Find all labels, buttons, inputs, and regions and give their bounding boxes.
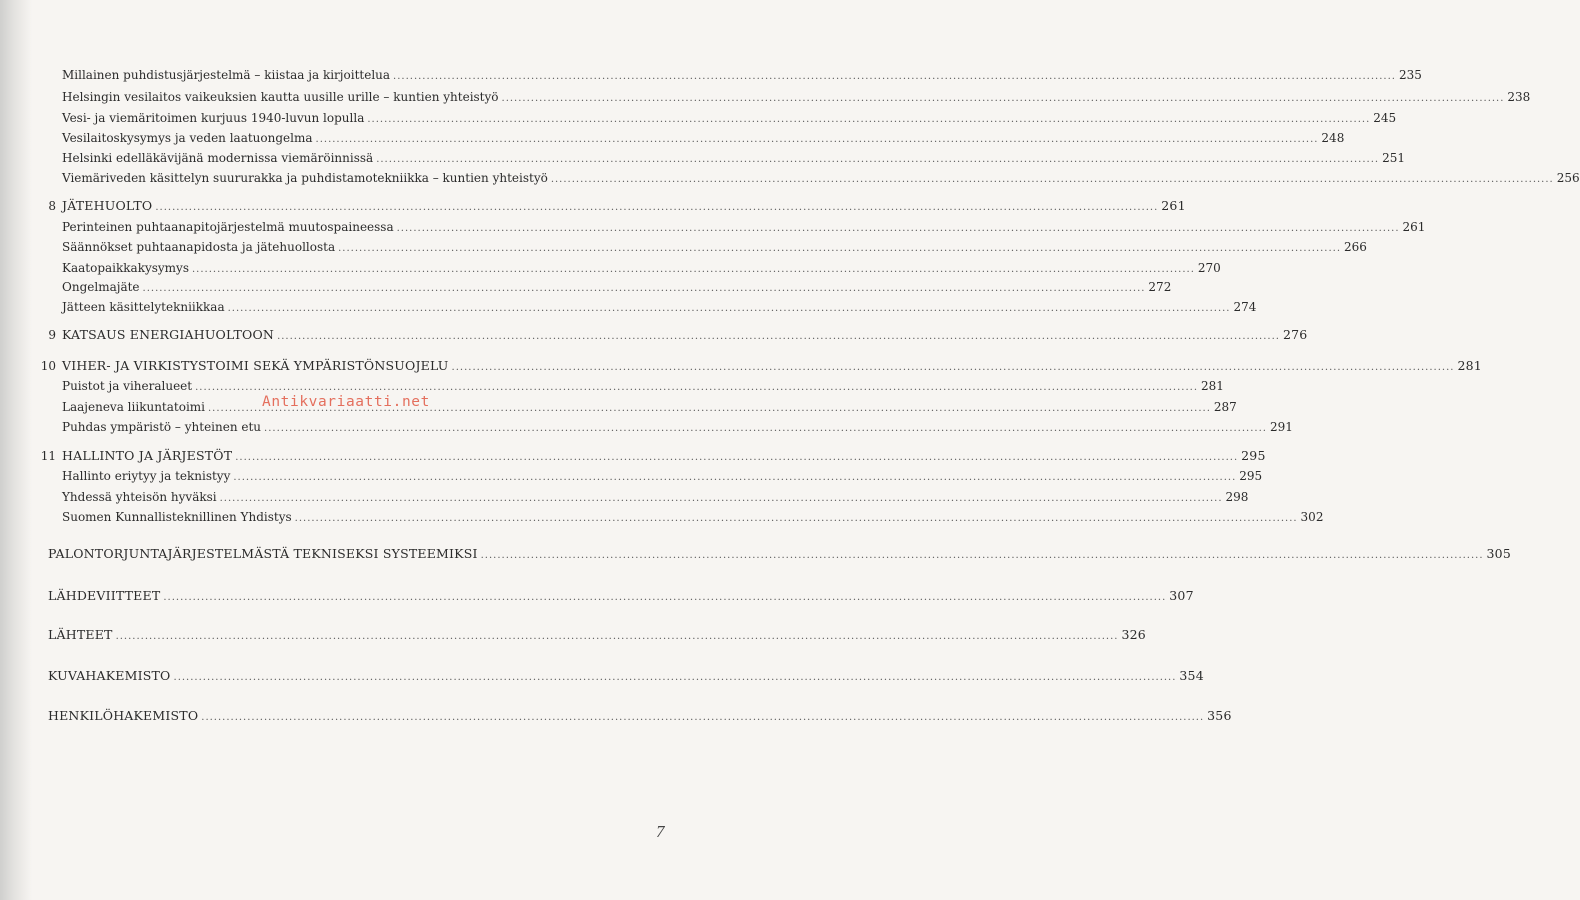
page-number: 7 (656, 822, 665, 841)
toc-entry-title: Viemäriveden käsittelyn suururakka ja puhdistamotekniikka – kuntien yhteistyö (62, 171, 548, 185)
toc-entry-page: 281 (1457, 358, 1482, 373)
toc-entry-title: Hallinto eriytyy ja teknistyy (62, 469, 231, 483)
toc-entry-title: Helsinki edelläkävijänä modernissa viemäröinnissä (62, 151, 374, 165)
toc-entry-title: KUVAHAKEMISTO (48, 668, 171, 683)
toc-row (0, 148, 1405, 168)
toc-entry-page: 307 (1169, 588, 1194, 603)
toc-section-entry (62, 487, 1249, 509)
toc-chapter-entry (48, 666, 1204, 688)
toc-chapter-entry (48, 706, 1232, 728)
dot-leader (295, 509, 1298, 529)
toc-row (0, 128, 1345, 148)
toc-row (0, 466, 1263, 486)
dot-leader (220, 489, 1223, 509)
chapter-number: 8 (48, 199, 56, 213)
toc-section-entry (62, 297, 1257, 319)
toc-row (0, 237, 1367, 257)
toc-row (0, 325, 1308, 345)
dot-leader (393, 67, 1396, 87)
toc-row (0, 544, 1511, 564)
toc-chapter-entry (48, 586, 1194, 608)
dot-leader (376, 150, 1379, 170)
toc-entry-page: 245 (1373, 111, 1397, 125)
toc-row (0, 706, 1232, 726)
dot-leader (163, 588, 1166, 608)
toc-entry-title: Puistot ja viheralueet (62, 379, 193, 393)
toc-entry-title: Vesilaitoskysymys ja veden laatuongelma (62, 131, 313, 145)
dot-leader (174, 668, 1177, 688)
toc-entry-page: 298 (1225, 490, 1249, 504)
toc-entry-page: 238 (1507, 90, 1531, 104)
toc-entry-title: Millainen puhdistusjärjestelmä – kiistaa ja kirjoittelua (62, 68, 391, 82)
toc-entry-title: Säännökset puhtaanapidosta ja jätehuollosta (62, 240, 336, 254)
toc-entry-page: 302 (1300, 510, 1324, 524)
toc-row (0, 277, 1172, 297)
toc-entry-title: KATSAUS ENERGIAHUOLTOON (62, 327, 275, 342)
toc-row (0, 87, 1531, 107)
toc-row (0, 376, 1224, 396)
toc-entry-title: PALONTORJUNTAJÄRJESTELMÄSTÄ TEKNISEKSI SYSTEEMIKSI (48, 546, 478, 561)
toc-entry-page: 274 (1233, 300, 1257, 314)
toc-row (0, 258, 1221, 278)
watermark: Antikvariaatti.net (262, 394, 430, 410)
dot-leader (116, 627, 1119, 647)
toc-entry-title: Laajeneva liikuntatoimi (62, 400, 205, 414)
toc-section-entry (62, 87, 1531, 109)
dot-leader (367, 110, 1370, 130)
chapter-number: 10 (40, 359, 56, 373)
toc-entry-page: 356 (1207, 708, 1232, 723)
toc-entry-page: 251 (1382, 151, 1405, 165)
toc-entry-page: 291 (1269, 420, 1293, 434)
toc-row (0, 297, 1257, 317)
dot-leader (201, 708, 1204, 728)
toc-entry-page: 261 (1402, 220, 1426, 234)
toc-entry-page: 261 (1161, 198, 1186, 213)
toc-chapter-entry (62, 196, 1186, 218)
toc-section-entry (62, 507, 1324, 529)
toc-row (0, 625, 1146, 645)
toc-section-entry (62, 108, 1397, 130)
toc-entry-title: HENKILÖHAKEMISTO (48, 708, 199, 723)
toc-row (0, 417, 1293, 437)
toc-entry-page: 287 (1213, 400, 1237, 414)
toc-chapter-entry (48, 544, 1511, 566)
toc-entry-title: HALLINTO JA JÄRJESTÖT (62, 448, 233, 463)
dot-leader (233, 468, 1236, 488)
toc-row (0, 666, 1204, 686)
toc-section-entry (62, 277, 1172, 299)
toc-section-entry (62, 417, 1293, 439)
toc-entry-title: Helsingin vesilaitos vaikeuksien kautta uusille urille – kuntien yhteistyö (62, 90, 499, 104)
toc-entry-page: 276 (1282, 327, 1308, 342)
dot-leader (228, 299, 1231, 319)
dot-leader (155, 198, 1158, 218)
toc-entry-page: 270 (1197, 261, 1221, 275)
toc-section-entry (62, 168, 1580, 190)
toc-entry-page: 326 (1121, 627, 1146, 642)
toc-row (0, 108, 1397, 128)
toc-section-entry (62, 148, 1405, 170)
dot-leader (316, 130, 1319, 150)
chapter-number: 9 (48, 328, 56, 342)
toc-entry-page: 281 (1201, 379, 1224, 393)
toc-entry-page: 305 (1486, 546, 1511, 561)
dot-leader (481, 546, 1484, 566)
dot-leader (235, 448, 1238, 468)
toc-entry-title: Suomen Kunnallisteknillinen Yhdistys (62, 510, 292, 524)
chapter-number: 11 (40, 449, 56, 463)
toc-chapter-entry (48, 625, 1146, 647)
toc-section-entry (62, 217, 1426, 239)
toc-entry-title: Yhdessä yhteisön hyväksi (62, 490, 217, 504)
toc-chapter-entry (62, 356, 1482, 378)
toc-section-entry (62, 466, 1263, 488)
toc-row (0, 168, 1580, 188)
toc-entry-page: 295 (1239, 469, 1263, 483)
toc-entry-title: Jätteen käsittelytekniikkaa (62, 300, 225, 314)
dot-leader (338, 239, 1341, 259)
toc-row (0, 507, 1324, 527)
dot-leader (551, 170, 1554, 190)
toc-entry-title: Vesi- ja viemäritoimen kurjuus 1940-luvun lopulla (62, 111, 365, 125)
toc-entry-title: Perinteinen puhtaanapitojärjestelmä muutospaineessa (62, 220, 394, 234)
dot-leader (397, 219, 1400, 239)
toc-entry-page: 256 (1556, 171, 1580, 185)
toc-row (0, 65, 1422, 85)
toc-entry-page: 235 (1398, 68, 1422, 82)
dot-leader (143, 279, 1146, 299)
dot-leader (452, 358, 1455, 378)
toc-section-entry (62, 128, 1345, 150)
toc-entry-page: 295 (1241, 448, 1266, 463)
toc-section-entry (62, 237, 1367, 259)
toc-row (0, 196, 1186, 216)
toc-entry-title: JÄTEHUOLTO (62, 198, 153, 213)
toc-entry-title: VIHER- JA VIRKISTYSTOIMI SEKÄ YMPÄRISTÖNSUOJELU (62, 358, 449, 373)
toc-entry-page: 354 (1179, 668, 1204, 683)
toc-entry-page: 266 (1344, 240, 1367, 254)
toc-row (0, 217, 1426, 237)
toc-entry-page: 248 (1321, 131, 1345, 145)
toc-entry-title: Kaatopaikkakysymys (62, 261, 189, 275)
toc-entry-title: Puhdas ympäristö – yhteinen etu (62, 420, 262, 434)
toc-chapter-entry (62, 325, 1308, 347)
toc-row (0, 586, 1194, 606)
toc-entry-title: LÄHDEVIITTEET (48, 588, 161, 603)
toc-row (0, 356, 1482, 376)
toc-row (0, 446, 1266, 466)
toc-entry-title: Ongelmajäte (62, 280, 140, 294)
toc-chapter-entry (62, 446, 1266, 468)
toc-row (0, 487, 1249, 507)
dot-leader (502, 89, 1505, 109)
toc-entry-title: LÄHTEET (48, 627, 113, 642)
toc-section-entry (62, 65, 1422, 87)
toc-entry-page: 272 (1148, 280, 1172, 294)
dot-leader (264, 419, 1267, 439)
dot-leader (277, 327, 1280, 347)
